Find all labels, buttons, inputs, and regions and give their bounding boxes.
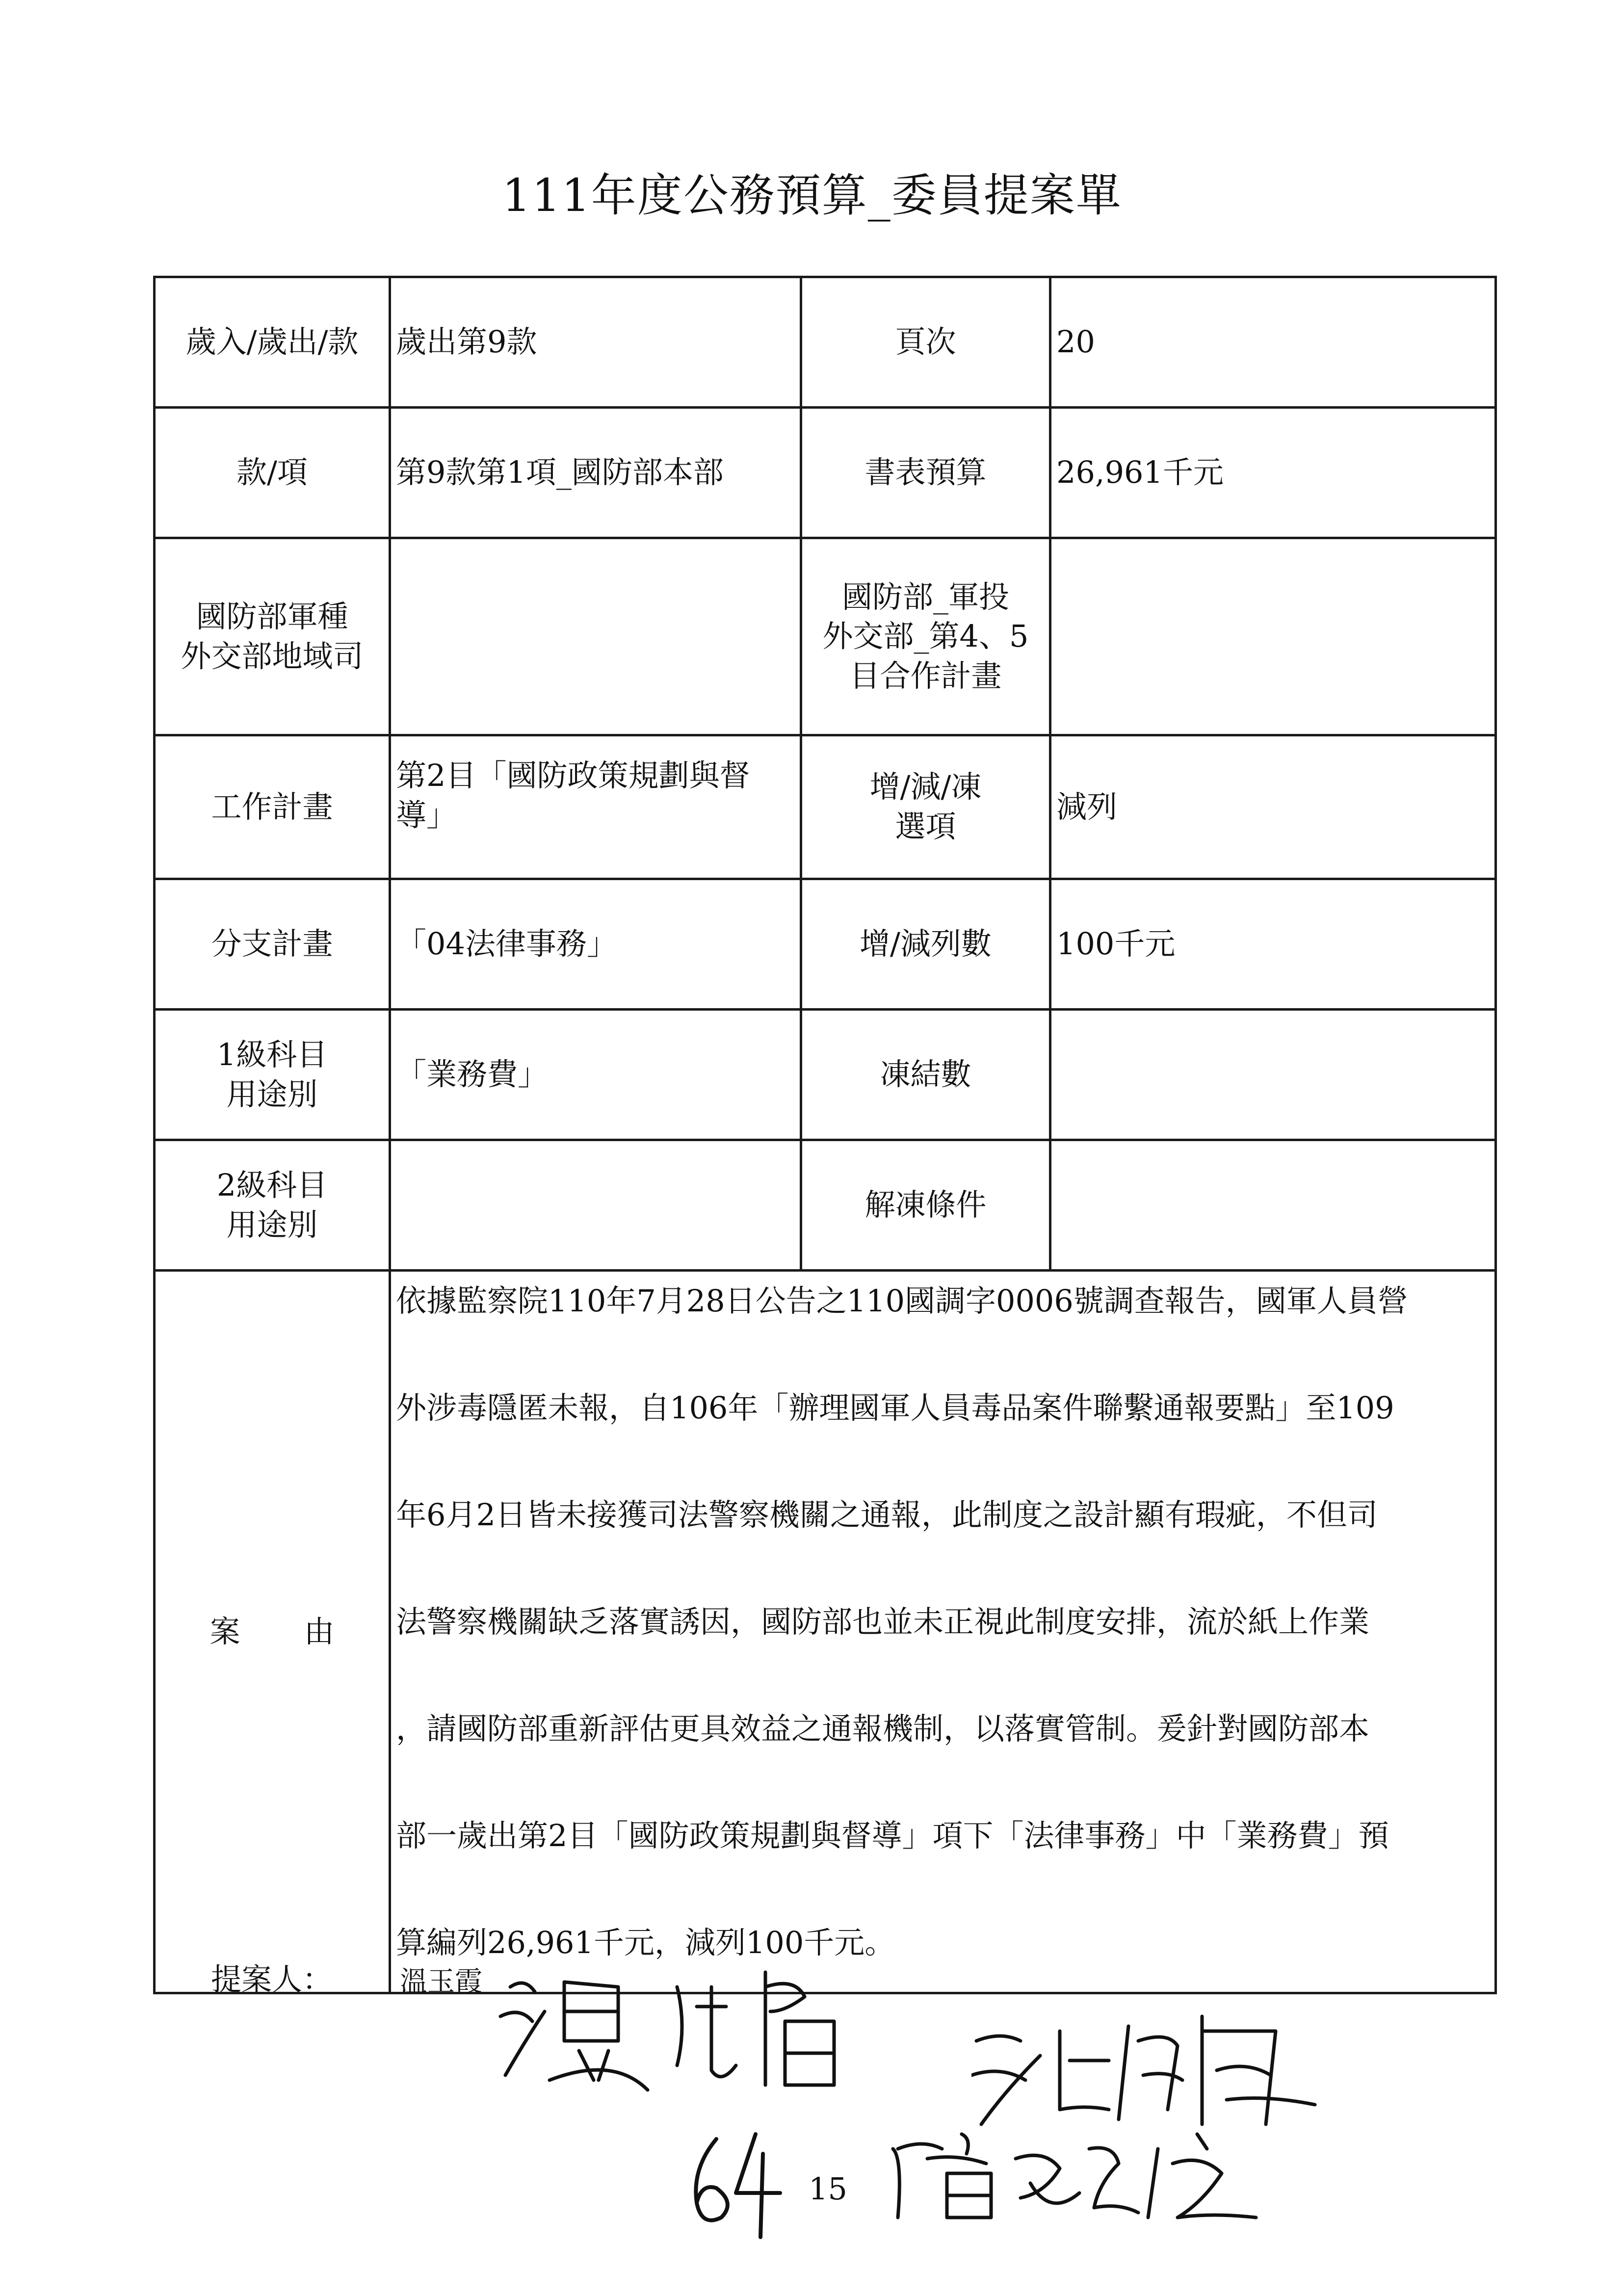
label-agency-division-line1: 國防部軍種: [196, 598, 348, 634]
label-level2-subject-line2: 用途別: [226, 1206, 318, 1243]
label-level2-subject-line1: 2級科目: [216, 1167, 328, 1203]
reason-line: 部一歲出第2目「國防政策規劃與督導」項下「法律事務」中「業務費」預: [396, 1818, 1389, 1853]
row-level2-subject: [155, 1140, 1496, 1271]
label-branch-plan: 分支計畫: [155, 879, 390, 1010]
label-level2-subject: [155, 1140, 390, 1271]
proposer-label: 提案人：: [211, 1961, 333, 1997]
signature-3-number: [682, 2124, 790, 2242]
label-level1-subject: [155, 1010, 390, 1140]
label-work-plan: 工作計畫: [155, 735, 390, 879]
label-agency-division-line2: 外交部地域司: [181, 638, 364, 674]
label-book-budget: 書表預算: [801, 408, 1050, 538]
value-section-item: 第9款第1項_國防部本部: [390, 408, 801, 538]
label-revenue-expense-section: 歲入/歲出/款: [155, 277, 390, 408]
label-adjust-amount: 增/減列數: [801, 879, 1050, 1010]
label-agency-division: [155, 538, 390, 735]
reason-line: 年6月2日皆未接獲司法警察機關之通報，此制度之設計顯有瑕疵，不但司: [396, 1497, 1378, 1533]
label-frozen-amount: 凍結數: [801, 1010, 1050, 1140]
value-adjust-amount: 100千元: [1050, 879, 1496, 1010]
page-number: 15: [809, 2171, 847, 2207]
value-cooperation-plan: [1050, 538, 1496, 735]
label-cooperation-plan-line3: 目合作計畫: [849, 657, 1002, 694]
reason-line: 依據監察院110年7月28日公告之110國調字0006號調查報告，國軍人員營: [396, 1283, 1408, 1319]
label-cooperation-plan-line2: 外交部_第4、5: [822, 618, 1029, 654]
proposal-form-table: [153, 276, 1497, 1994]
row-branch-plan: [155, 879, 1496, 1010]
label-page-number: 頁次: [801, 277, 1050, 408]
label-reason-char2: 由: [304, 1613, 335, 1649]
value-frozen-amount: [1050, 1010, 1496, 1140]
value-unfreeze-condition: [1050, 1140, 1496, 1271]
label-adjust-option-line1: 增/減/凍: [869, 769, 982, 805]
reason-line: 法警察機關缺乏落實誘因，國防部也並未正視此制度安排，流於紙上作業: [396, 1604, 1370, 1640]
label-adjust-option: [801, 735, 1050, 879]
value-level2-subject: [390, 1140, 801, 1271]
label-level1-subject-line2: 用途別: [226, 1076, 318, 1112]
reason-text: [390, 1271, 1496, 1993]
value-agency-division: [390, 538, 801, 735]
value-page-number: 20: [1050, 277, 1496, 408]
row-agency: [155, 538, 1496, 735]
signature-4: [883, 2119, 1266, 2247]
value-branch-plan: 「04法律事務」: [390, 879, 801, 1010]
row-level1-subject: [155, 1010, 1496, 1140]
page-title: 111年度公務預算_委員提案單: [502, 169, 1122, 222]
reason-line: ，請國防部重新評估更具效益之通報機制，以落實管制。爰針對國防部本: [396, 1711, 1370, 1747]
label-section-item: 款/項: [155, 408, 390, 538]
row-section-item: [155, 408, 1496, 538]
label-unfreeze-condition: 解凍條件: [801, 1140, 1050, 1271]
label-cooperation-plan-line1: 國防部_軍投: [841, 578, 1009, 615]
label-reason-char1: 案: [210, 1613, 240, 1649]
reason-line: 算編列26,961千元，減列100千元。: [396, 1925, 895, 1960]
row-budget-category: [155, 277, 1496, 408]
label-adjust-option-line2: 選項: [895, 809, 956, 844]
value-adjust-option: 減列: [1050, 735, 1496, 879]
signature-1: [491, 1957, 854, 2110]
label-cooperation-plan: [801, 538, 1050, 735]
row-reason: [155, 1271, 1496, 1993]
value-book-budget: 26,961千元: [1050, 408, 1496, 538]
row-work-plan: [155, 735, 1496, 879]
value-revenue-expense-section: 歲出第9款: [390, 277, 801, 408]
label-reason: [155, 1271, 390, 1993]
reason-line: 外涉毒隱匿未報，自106年「辦理國軍人員毒品案件聯繫通報要點」至109: [396, 1390, 1394, 1426]
proposer-name: 溫玉霞: [400, 1966, 482, 1998]
label-level1-subject-line1: 1級科目: [216, 1036, 328, 1072]
value-work-plan: 第2目「國防政策規劃與督導」: [390, 735, 801, 879]
value-level1-subject: 「業務費」: [390, 1010, 801, 1140]
